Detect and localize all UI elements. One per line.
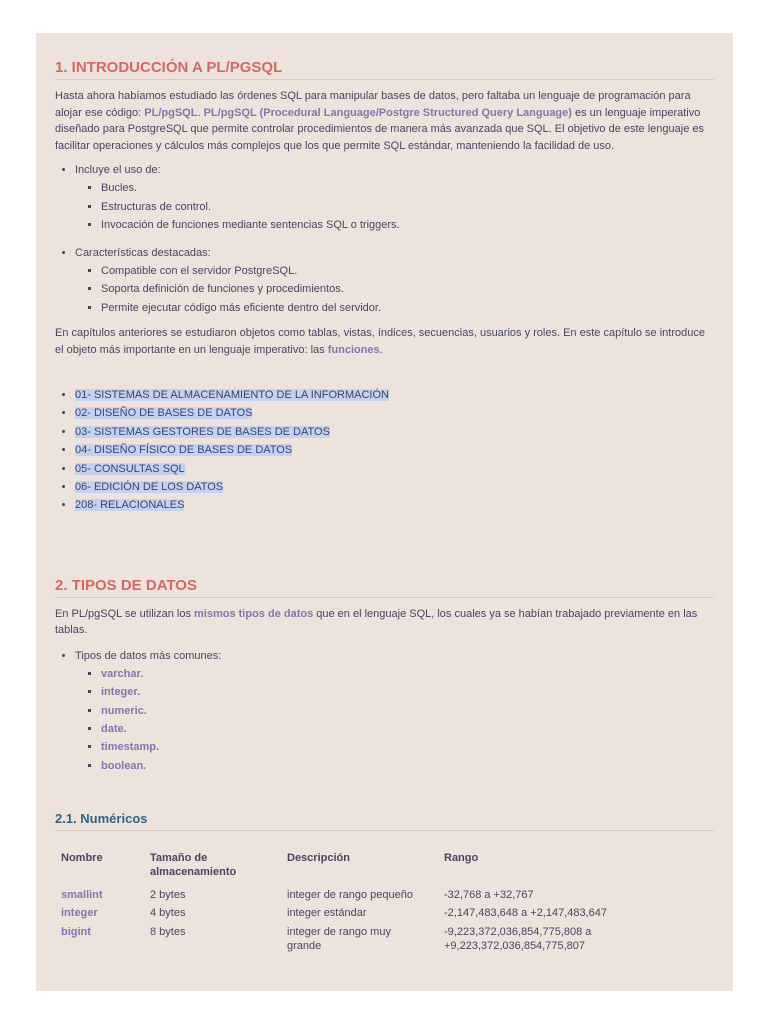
data-types-link[interactable]: mismos tipos de datos [194,607,314,620]
list-item [75,647,714,775]
type-punct: . [123,723,127,736]
plpgsql-fullname-link[interactable]: PL/pgSQL (Procedural Language/Postgre Structured Query Language) [203,106,572,119]
list-item: ▪ Bucles. [101,179,714,198]
chapter-link-item[interactable] [75,441,714,459]
type-name-cell[interactable]: bigint [61,925,91,938]
intro-text: En PL/pgSQL se utilizan los [55,607,195,620]
type-item [101,738,714,756]
features-list [55,161,714,235]
list-item: ▪ Compatible con el servidor PostgreSQL. [101,262,714,281]
sublist [75,665,714,775]
type-item [101,757,714,775]
type-punct: . [137,686,141,699]
type-name-cell[interactable]: integer [61,907,98,920]
highlights-list [55,244,714,318]
range-cell: -32,768 a +32,767 [444,888,534,901]
list-item: ▪ Soporta definición de funciones y procedimientos. [101,280,714,299]
list-item: ▪ Estructuras de control. [101,198,714,217]
section-1-outro [55,325,714,358]
content-page [36,33,733,991]
type-link[interactable]: numeric [101,704,144,717]
description-cell: integer de rango pequeño [287,888,413,901]
column-header-size: Tamaño de almacenamiento [150,851,237,879]
column-header-description: Descripción [287,851,350,864]
intro-text: . [197,106,204,119]
outro-text: . [379,343,383,356]
chapter-link[interactable]: 05- CONSULTAS SQL [75,462,185,475]
sublist [75,179,714,235]
data-types-list [55,647,714,775]
size-cell: 8 bytes [150,925,186,938]
section-1-intro [55,88,714,154]
list-label: Incluye el uso de: [75,164,161,176]
chapter-link[interactable]: 03- SISTEMAS GESTORES DE BASES DE DATOS [75,425,330,438]
chapter-links-list [55,386,714,515]
column-header-range: Rango [444,851,479,864]
chapter-link-item[interactable] [75,404,714,422]
type-punct: . [156,741,160,754]
type-link[interactable]: timestamp [101,741,157,754]
table-row [55,888,690,907]
chapter-link[interactable]: 04- DISEÑO FÍSICO DE BASES DE DATOS [75,444,293,457]
plpgsql-link[interactable]: PL/pgSQL [144,106,198,119]
list-item [75,244,714,318]
numeric-types-table [55,851,690,958]
type-link[interactable]: integer [101,686,138,699]
section-2-1-heading: 2.1. Numéricos [55,811,714,831]
section-1-heading: 1. INTRODUCCIÓN A PL/PGSQL [55,59,714,80]
type-item [101,683,714,701]
list-item [75,161,714,235]
outro-text: En capítulos anteriores se estudiaron objetos como tablas, vistas, índices, secuencias, usuarios y roles. En este capítulo se introduce el objeto más importante en un lenguaje imperativo: las [55,327,705,356]
type-item [101,702,714,720]
chapter-link-item[interactable] [75,478,714,496]
section-2-heading: 2. TIPOS DE DATOS [55,577,714,598]
type-punct: . [143,759,147,772]
intro-text: que en el lenguaje SQL, los cuales ya se habían trabajado previamente en las tablas. [55,607,698,637]
intro-text: es un lenguaje imperativo diseñado para PostgreSQL que permite controlar procedimientos de manera más avanzada que SQL. El objetivo de este lenguaje es facilitar operaciones y cálculos más complejos que los que permite SQL estándar, manteniendo la facilidad de uso. [55,106,704,152]
table-row [55,906,690,925]
list-label: Características destacadas: [75,246,211,259]
chapter-link[interactable]: 06- EDICIÓN DE LOS DATOS [75,481,224,494]
size-cell: 4 bytes [150,907,186,920]
type-link[interactable]: date [101,723,124,736]
chapter-link-item[interactable] [75,386,714,404]
chapter-link[interactable]: 02- DISEÑO DE BASES DE DATOS [75,407,253,420]
chapter-link-item[interactable] [75,496,714,514]
section-2-intro [55,606,714,639]
chapter-link[interactable]: 01- SISTEMAS DE ALMACENAMIENTO DE LA INFORMACIÓN [75,389,389,401]
table-row [55,925,690,958]
table-header-row [55,851,690,888]
type-name-cell[interactable]: smallint [61,888,103,901]
range-cell: -2,147,483,648 a +2,147,483,647 [444,907,608,920]
type-punct: . [143,704,147,717]
type-link[interactable]: boolean [101,759,144,772]
type-item [101,665,714,683]
type-punct: . [140,668,144,681]
chapter-link-item[interactable] [75,460,714,478]
list-item: ▪ Permite ejecutar código más eficiente dentro del servidor. [101,299,714,318]
type-item [101,720,714,738]
description-cell: integer estándar [287,907,367,920]
intro-text: Hasta ahora habíamos estudiado las órdenes SQL para manipular bases de datos, pero faltaba un lenguaje de programación para alojar ese código: [55,90,691,119]
chapter-link[interactable]: 208- RELACIONALES [75,499,185,512]
size-cell: 2 bytes [150,888,186,901]
list-item: ▪ Invocación de funciones mediante sentencias SQL o triggers. [101,216,714,235]
range-cell: -9,223,372,036,854,775,808 a +9,223,372,036,854,775,807 [444,925,592,953]
description-cell: integer de rango muy grande [287,925,391,953]
column-header-name: Nombre [61,851,103,864]
list-label: Tipos de datos más comunes: [75,649,222,662]
chapter-link-item[interactable] [75,423,714,441]
type-link[interactable]: varchar [101,668,141,681]
sublist [75,262,714,318]
funciones-link[interactable]: funciones [327,343,380,356]
